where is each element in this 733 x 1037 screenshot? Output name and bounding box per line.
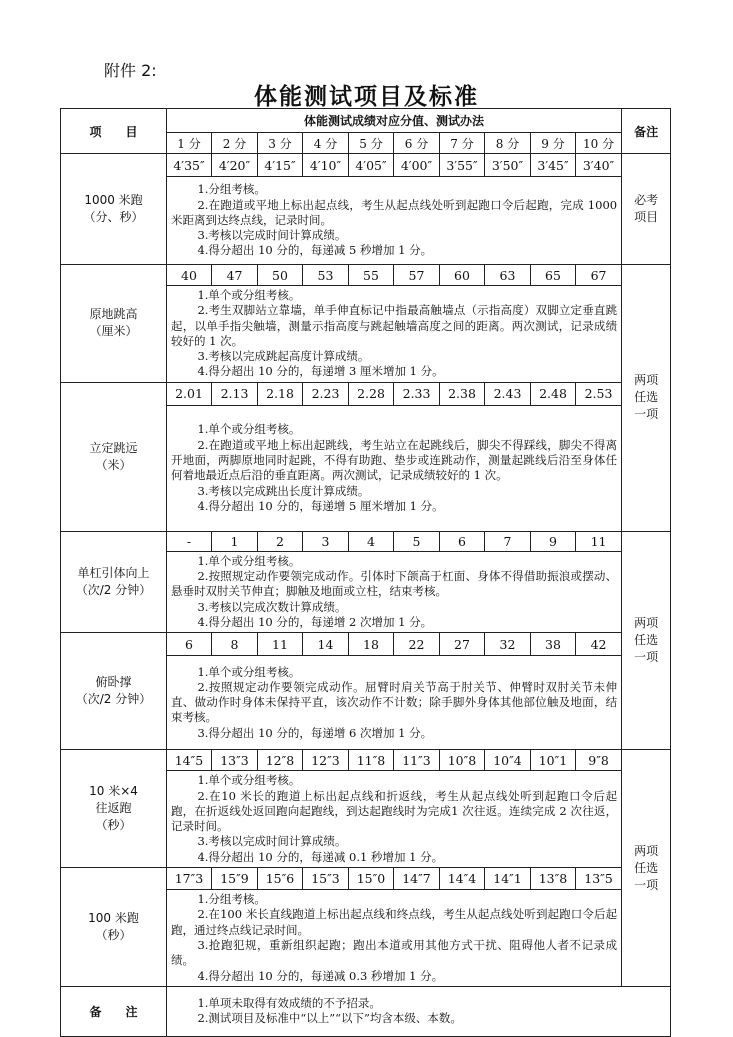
note-line: 一项 xyxy=(634,407,659,422)
score-header-cell: 4 分 xyxy=(303,133,349,154)
score-value: - xyxy=(167,531,212,551)
score-value: 50 xyxy=(258,265,303,286)
score-value: 2.43 xyxy=(485,382,531,405)
item-name xyxy=(61,265,167,383)
header-item: 项 目 xyxy=(61,109,167,154)
note-line: 任选 xyxy=(634,390,659,405)
item-name-line: （次/2 分钟） xyxy=(75,583,152,598)
score-value: 4′35″ xyxy=(167,154,212,177)
method-line: 4.得分超出 10 分的，每递增 5 厘米增加 1 分。 xyxy=(197,498,444,513)
item-values-row xyxy=(61,750,671,771)
score-header-cell: 1 分 xyxy=(167,133,212,154)
score-value: 4 xyxy=(349,531,394,551)
note-line: 两项 xyxy=(634,373,659,388)
header-note: 备注 xyxy=(622,109,671,154)
item-values-row xyxy=(61,633,671,656)
method-line: 3.抢跑犯规，重新组织起跑；跑出本道或用其他方式干扰、阻碍他人者不记录成绩。 xyxy=(171,937,618,968)
footer-label: 备 注 xyxy=(61,986,167,1036)
note-line: 两项 xyxy=(634,843,659,858)
score-value: 15″6 xyxy=(258,868,303,890)
score-value: 2.38 xyxy=(440,382,485,405)
score-value: 10″1 xyxy=(531,750,576,771)
method-line: 4.得分超出 10 分的，每递增 2 次增加 1 分。 xyxy=(197,614,433,629)
score-value: 1 xyxy=(212,531,258,551)
score-value: 12″3 xyxy=(303,750,349,771)
score-value: 3′55″ xyxy=(440,154,485,177)
test-method xyxy=(167,551,622,632)
item-name-line: （次/2 分钟） xyxy=(75,692,152,707)
item-values-row xyxy=(61,868,671,890)
score-header-cell: 6 分 xyxy=(394,133,440,154)
item-values-row xyxy=(61,531,671,551)
score-value: 65 xyxy=(531,265,576,286)
item-name-line: （厘米） xyxy=(89,324,138,339)
test-method xyxy=(167,286,622,383)
score-value: 55 xyxy=(349,265,394,286)
note-line: 项目 xyxy=(634,210,659,224)
score-value: 57 xyxy=(394,265,440,286)
test-method xyxy=(167,890,622,987)
score-value: 11″8 xyxy=(349,750,394,771)
note-cell xyxy=(622,265,671,532)
score-value: 13″5 xyxy=(576,868,622,890)
score-value: 40 xyxy=(167,265,212,286)
score-value: 17″3 xyxy=(167,868,212,890)
method-line: 1.分组考核。 xyxy=(197,892,266,907)
attachment-label: 附件 2: xyxy=(104,61,157,80)
method-line: 1.单个或分组考核。 xyxy=(197,773,301,788)
score-value: 10″4 xyxy=(485,750,531,771)
score-value: 2 xyxy=(258,531,303,551)
footer-row xyxy=(61,986,671,1036)
footer-note-line: 1.单项未取得有效成绩的不予招录。 xyxy=(197,996,381,1011)
score-value: 2.18 xyxy=(258,382,303,405)
score-value: 2.28 xyxy=(349,382,394,405)
score-value: 13″3 xyxy=(212,750,258,771)
item-name-line: 立定跳远 xyxy=(89,440,138,455)
method-line: 3.考核以完成时间计算成绩。 xyxy=(197,228,347,243)
item-name-line: 1000 米跑 xyxy=(84,193,143,207)
score-value: 11 xyxy=(576,531,622,551)
item-values-row xyxy=(61,382,671,405)
score-header-cell: 8 分 xyxy=(485,133,531,154)
method-line: 2.按照规定动作要领完成动作。引体时下颌高于杠面、身体不得借助振浪或摆动、悬垂时双肘关节伸直；脚触及地面或立柱，结束考核。 xyxy=(171,569,618,599)
score-value: 4′00″ xyxy=(394,154,440,177)
method-line: 2.在10 米长的跑道上标出起点线和折返线，考生从起点线处听到起跑口令后起跑，在折返线处返回跑向起跑线，到达起跑线时为完成1 次往返。连续完成 2 次往返，记录时间。 xyxy=(171,788,618,834)
method-line: 1.单个或分组考核。 xyxy=(197,422,301,437)
method-line: 3.得分超出 10 分的，每递增 6 次增加 1 分。 xyxy=(197,725,433,740)
item-name-line: （秒） xyxy=(95,927,132,942)
score-header-cell: 9 分 xyxy=(531,133,576,154)
score-value: 6 xyxy=(440,531,485,551)
score-value: 8 xyxy=(212,633,258,656)
item-name-line: 原地跳高 xyxy=(89,307,138,322)
score-value: 3′50″ xyxy=(485,154,531,177)
method-line: 4.得分超出 10 分的，每递减 5 秒增加 1 分。 xyxy=(197,243,433,258)
score-value: 32 xyxy=(485,633,531,656)
score-value: 14 xyxy=(303,633,349,656)
score-header-cell: 7 分 xyxy=(440,133,485,154)
note-line: 必考 xyxy=(634,193,659,207)
item-name xyxy=(61,382,167,531)
score-value: 4′20″ xyxy=(212,154,258,177)
method-line: 1.单个或分组考核。 xyxy=(197,553,301,568)
score-value: 22 xyxy=(394,633,440,656)
score-value: 53 xyxy=(303,265,349,286)
item-name xyxy=(61,868,167,987)
note-line: 两项 xyxy=(634,616,659,631)
item-values-row xyxy=(61,154,671,177)
method-line: 4.得分超出 10 分的，每递增 3 厘米增加 1 分。 xyxy=(197,364,444,379)
score-header-cell: 10 分 xyxy=(576,133,622,154)
header-main: 体能测试成绩对应分值、测试办法 xyxy=(167,109,622,133)
method-line: 1.单个或分组考核。 xyxy=(197,288,301,302)
footer-note-line: 2.测试项目及标准中“以上”“以下”均含本级、本数。 xyxy=(197,1011,462,1026)
item-name-line: 俯卧撑 xyxy=(95,675,132,690)
method-line: 3.考核以完成次数计算成绩。 xyxy=(197,599,347,614)
method-line: 4.得分超出 10 分的，每递减 0.1 秒增加 1 分。 xyxy=(197,849,444,864)
score-value: 18 xyxy=(349,633,394,656)
method-line: 4.得分超出 10 分的，每递减 0.3 秒增加 1 分。 xyxy=(197,968,444,983)
score-value: 14″4 xyxy=(440,868,485,890)
score-value: 3 xyxy=(303,531,349,551)
item-name-line: （秒） xyxy=(95,818,132,833)
score-value: 2.33 xyxy=(394,382,440,405)
item-values-row xyxy=(61,265,671,286)
method-line: 2.在跑道或平地上标出起跳线，考生站立在起跳线后，脚尖不得踩线，脚尖不得离开地面，两脚原地同时起跳，不得有助跑、垫步或连跳动作，测量起跳线后沿至身体任何着地最近点后沿的垂直距离。两次测试，记录成绩较好的 1 次。 xyxy=(171,437,618,483)
note-line: 任选 xyxy=(634,860,659,875)
method-line: 3.考核以完成跳起高度计算成绩。 xyxy=(197,349,370,364)
method-line: 2.考生双脚站立靠墙，单手伸直标记中指最高触墙点（示指高度）双脚立定垂直跳起，以单手指尖触墙，测量示指高度与跳起触墙高度之间的距离。两次测试，记录成绩较好的 1 次。 xyxy=(171,303,618,348)
score-value: 67 xyxy=(576,265,622,286)
note-line: 一项 xyxy=(634,877,659,892)
score-value: 15″9 xyxy=(212,868,258,890)
score-header-cell: 2 分 xyxy=(212,133,258,154)
score-value: 38 xyxy=(531,633,576,656)
score-value: 4′15″ xyxy=(258,154,303,177)
score-value: 11″3 xyxy=(394,750,440,771)
method-line: 3.考核以完成时间计算成绩。 xyxy=(197,834,347,849)
score-value: 14″7 xyxy=(394,868,440,890)
test-method xyxy=(167,656,622,750)
score-value: 10″8 xyxy=(440,750,485,771)
item-name-line: （米） xyxy=(95,457,132,472)
item-name xyxy=(61,154,167,265)
item-name xyxy=(61,531,167,632)
item-name-line: 单杠引体向上 xyxy=(77,566,150,581)
method-line: 1.单个或分组考核。 xyxy=(197,664,301,679)
score-value: 6 xyxy=(167,633,212,656)
score-value: 11 xyxy=(258,633,303,656)
score-value: 47 xyxy=(212,265,258,286)
method-line: 2.在跑道或平地上标出起点线，考生从起点线处听到起跑口令后起跑，完成 1000 米距离到达终点线，记录时间。 xyxy=(171,197,618,227)
score-value: 2.48 xyxy=(531,382,576,405)
score-value: 14″5 xyxy=(167,750,212,771)
standards-table xyxy=(60,108,671,1037)
test-method xyxy=(167,177,622,265)
note-cell xyxy=(622,750,671,987)
score-value: 4′05″ xyxy=(349,154,394,177)
test-method xyxy=(167,405,622,531)
score-value: 3′40″ xyxy=(576,154,622,177)
score-value: 15″0 xyxy=(349,868,394,890)
note-line: 一项 xyxy=(634,650,659,665)
score-value: 27 xyxy=(440,633,485,656)
item-name-line: （分、秒） xyxy=(83,210,144,224)
method-line: 2.在100 米长直线跑道上标出起点线和终点线，考生从起点线处听到起跑口令后起跑，通过终点线记录时间。 xyxy=(171,907,618,937)
score-value: 5 xyxy=(394,531,440,551)
item-name-line: 往返跑 xyxy=(95,801,132,816)
item-name xyxy=(61,750,167,868)
score-value: 3′45″ xyxy=(531,154,576,177)
note-cell xyxy=(622,531,671,749)
score-value: 9″8 xyxy=(576,750,622,771)
score-value: 2.53 xyxy=(576,382,622,405)
score-value: 63 xyxy=(485,265,531,286)
score-value: 4′10″ xyxy=(303,154,349,177)
score-value: 12″8 xyxy=(258,750,303,771)
note-line: 任选 xyxy=(634,633,659,648)
score-value: 60 xyxy=(440,265,485,286)
item-name-line: 10 米×4 xyxy=(89,784,138,799)
score-value: 14″1 xyxy=(485,868,531,890)
score-header-cell: 3 分 xyxy=(258,133,303,154)
score-header-cell: 5 分 xyxy=(349,133,394,154)
page-title: 体能测试项目及标准 xyxy=(254,83,479,110)
footer-notes xyxy=(167,986,671,1036)
score-value: 42 xyxy=(576,633,622,656)
test-method xyxy=(167,771,622,868)
method-line: 2.按照规定动作要领完成动作。屈臂时肩关节高于肘关节、伸臂时双肘关节未伸直、做动作时身体未保持平直，该次动作不计数；除手脚外身体其他部位触及地面，结束考核。 xyxy=(171,679,618,725)
score-value: 7 xyxy=(485,531,531,551)
method-line: 3.考核以完成跳出长度计算成绩。 xyxy=(197,483,370,498)
score-value: 2.13 xyxy=(212,382,258,405)
item-name xyxy=(61,633,167,750)
score-value: 13″8 xyxy=(531,868,576,890)
score-value: 9 xyxy=(531,531,576,551)
method-line: 1.分组考核。 xyxy=(197,182,266,197)
score-value: 2.01 xyxy=(167,382,212,405)
score-value: 15″3 xyxy=(303,868,349,890)
score-value: 2.23 xyxy=(303,382,349,405)
note-cell xyxy=(622,154,671,265)
item-name-line: 100 米跑 xyxy=(88,910,139,925)
